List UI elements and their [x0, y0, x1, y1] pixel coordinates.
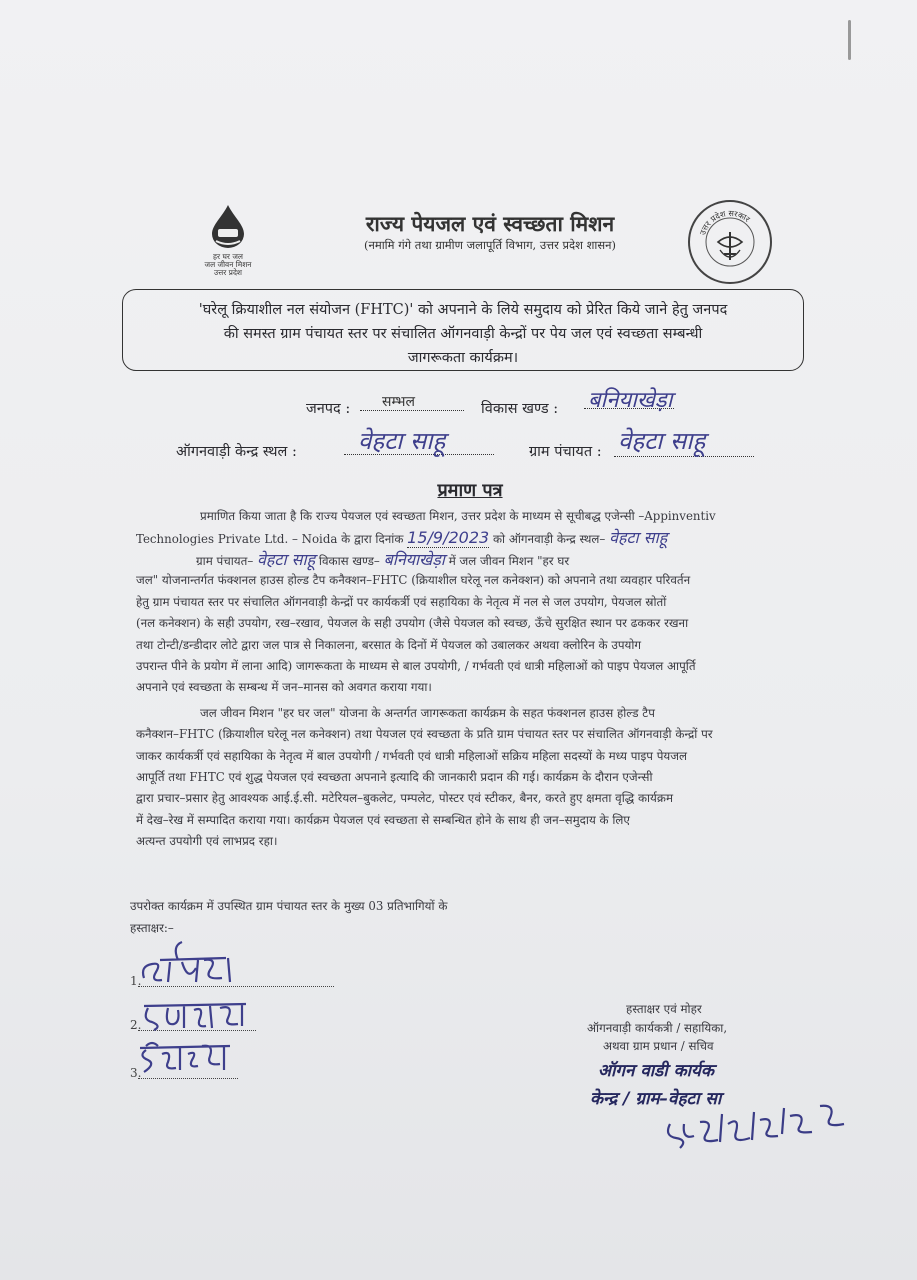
para2-line7: अत्यन्त उपयोगी एवं लाभप्रद रहा। — [136, 834, 278, 848]
para1-line3 — [196, 549, 836, 572]
logo-caption-3: उत्तर प्रदेश — [213, 268, 243, 277]
sign-alt-designation: अथवा ग्राम प्रधान / सचिव — [603, 1039, 714, 1053]
para1-khand-hand: बनियाखेड़ा — [383, 550, 445, 569]
up-government-seal — [688, 200, 772, 284]
para2-line6: में देख–रेख में सम्पादित कराया गया। कार्यक्रम पेयजल एवं स्वच्छता से सम्बन्धित होने के साथ ही जन–समुदाय के लिए — [136, 813, 630, 827]
seal-emblem-icon — [690, 202, 770, 282]
water-drop-icon — [208, 203, 248, 249]
gram-panchayat-value: वेहटा साहू — [618, 427, 706, 455]
para1-kendra-hand: वेहटा साहू — [609, 528, 668, 547]
sign-label: हस्ताक्षर एवं मोहर — [626, 1002, 702, 1016]
gram-panchayat-field — [614, 424, 754, 458]
para1-line2b: को ऑगनवाड़ी केन्द्र स्थल– — [492, 532, 606, 546]
stamp-line-2: केन्द्र / ग्राम–वेहटा सा — [590, 1089, 722, 1109]
participants-line2: हस्ताक्षर:– — [130, 921, 174, 935]
participants-line1: उपरोक्त कार्यक्रम में उपस्थित ग्राम पंचायत स्तर के मुख्य 03 प्रतिभागियों के — [130, 899, 448, 913]
para1-line9: अपनाने एवं स्वच्छता के सम्बन्ध में जन–मानस को अवगत कराया गया। — [136, 680, 432, 694]
kendra-value: वेहटा साहू — [358, 427, 446, 455]
para1-line3a: ग्राम पंचायत– — [196, 554, 254, 568]
para1-line3c: में जल जीवन मिशन "हर घर — [448, 554, 570, 568]
para1-line6: (नल कनेक्शन) के सही उपयोग, रख–रखाव, पेयजल के सही उपयोग (जैसे पेयजल को स्वच्छ, ऊँचे सुरक्षित स्थान पर ढककर रखना — [136, 616, 689, 630]
jal-jeevan-mission-logo — [197, 203, 259, 283]
participant-number-3: 3. — [130, 1066, 142, 1080]
logo-caption-1: हर घर जल — [213, 252, 243, 261]
para2-line2: कनैक्शन–FHTC (क्रियाशील घरेलू नल कनेक्शन) तथा पेयजल एवं स्वच्छता के प्रति ग्राम पंचायत स्तर पर संचालित ऑगनवाड़ी केन्द्रों पर — [136, 727, 713, 741]
participant-number-1: 1. — [130, 974, 142, 988]
seal-text: उत्तर प्रदेश सरकार — [698, 208, 752, 237]
banner-line-2: की समस्त ग्राम पंचायत स्तर पर संचालित ऑगनवाड़ी केन्द्रों पर पेय जल एवं स्वच्छता सम्बन्धी — [223, 326, 703, 342]
para2-line4: आपूर्ति तथा FHTC एवं शुद्ध पेयजल एवं स्वच्छता अपनाने इत्यादि की जानकारी प्रदान की गई। कार्यक्रम के दौरान एजेन्सी — [136, 770, 653, 784]
vikas-khand-field — [584, 386, 714, 413]
participant-signature-3 — [136, 1040, 236, 1084]
sign-designation: ऑगनवाड़ी कार्यकत्री / सहायिका, — [587, 1021, 728, 1035]
participant-signature-1 — [138, 938, 248, 990]
stamp-line-1: ऑगन वाडी कार्यक — [598, 1061, 714, 1081]
banner-line-1: 'घरेलू क्रियाशील नल संयोजन (FHTC)' को अपनाने के लिये समुदाय को प्रेरित किये जाने हेतु जनपद — [198, 302, 728, 318]
program-date: 15/9/2023 — [407, 528, 490, 547]
para1-line5: हेतु ग्राम पंचायत स्तर पर संचालित ऑगनवाड़ी केन्द्रों पर कार्यकर्त्री एवं सहायिका के नेतृत्व में नल से जल उपयोग, पेयजल स्रोतों — [136, 595, 667, 609]
para1-panchayat-hand: वेहटा साहू — [256, 550, 316, 569]
para1-line2 — [136, 527, 816, 550]
para1-line7: तथा टोन्टी/डन्डीदार लोटे द्वारा जल पात्र से निकालना, बरसात के दिनों में पेयजल को उबालकर अथवा क्लोरिन के उपयोग — [136, 638, 642, 652]
worker-signature — [660, 1094, 860, 1154]
certificate-title: प्रमाण पत्र — [437, 480, 503, 501]
para2-line3: जाकर कार्यकर्त्री एवं सहायिका के नेतृत्व में बाल उपयोगी / गर्भवती एवं धात्री महिलाओं सक्रिय महिला सदस्यों के मध्य पाइप पेयजल — [136, 749, 688, 763]
para1-line1: प्रमाणित किया जाता है कि राज्य पेयजल एवं स्वच्छता मिशन, उत्तर प्रदेश के माध्यम से सूचीबद्ध एजेन्सी –Appinventiv — [200, 509, 716, 523]
logo-caption-2: जल जीवन मिशन — [204, 260, 252, 269]
janpad-field — [360, 390, 464, 410]
para1-line3b: विकास खण्ड– — [318, 554, 380, 568]
program-banner — [122, 289, 804, 371]
page-subtitle: (नमामि गंगे तथा ग्रामीण जलापूर्ति विभाग, उत्तर प्रदेश शासन) — [363, 238, 617, 252]
kendra-label: ऑगनवाड़ी केन्द्र स्थल : — [176, 444, 297, 460]
participant-number-2: 2. — [130, 1018, 142, 1032]
para2-line1: जल जीवन मिशन "हर घर जल" योजना के अन्तर्गत जागरूकता कार्यक्रम के सहत फंक्शनल हाउस होल्ड टैप — [200, 706, 655, 720]
para1-line8: उपरान्त पीने के प्रयोग में लाना आदि) जागरूकता के माध्यम से बाल उपयोगी, / गर्भवती एवं धात्री महिलाओं को पाइप पेयजल आपूर्ति — [136, 659, 696, 673]
banner-line-3: जागरूकता कार्यक्रम। — [407, 350, 519, 366]
gram-panchayat-label: ग्राम पंचायत : — [529, 444, 602, 460]
participant-signature-2 — [140, 996, 260, 1036]
janpad-value: सम्भल — [382, 394, 415, 410]
janpad-label: जनपद : — [306, 401, 351, 417]
para2-line5: द्वारा प्रचार–प्रसार हेतु आवश्यक आई.ई.सी. मटेरियल–बुकलेट, पम्पलेट, पोस्टर एवं स्टीकर, बैनर, करते हुए क्षमता वृद्धि कार्यक्रम — [136, 791, 674, 805]
vikas-khand-label: विकास खण्ड : — [481, 401, 559, 417]
staple-pin — [848, 20, 851, 60]
para1-line2a: Technologies Private Ltd. – Noida के द्वारा दिनांक — [136, 532, 404, 546]
kendra-field — [344, 426, 494, 456]
para1-line4: जल" योजनान्तर्गत फंक्शनल हाउस होल्ड टैप कनैक्शन–FHTC (क्रियाशील घरेलू नल कनेक्शन) को अपनाने तथा व्यवहार परिवर्तन — [136, 573, 691, 587]
page-title: राज्य पेयजल एवं स्वच्छता मिशन — [365, 211, 615, 236]
vikas-khand-value: बनियाखेड़ा — [588, 388, 673, 413]
